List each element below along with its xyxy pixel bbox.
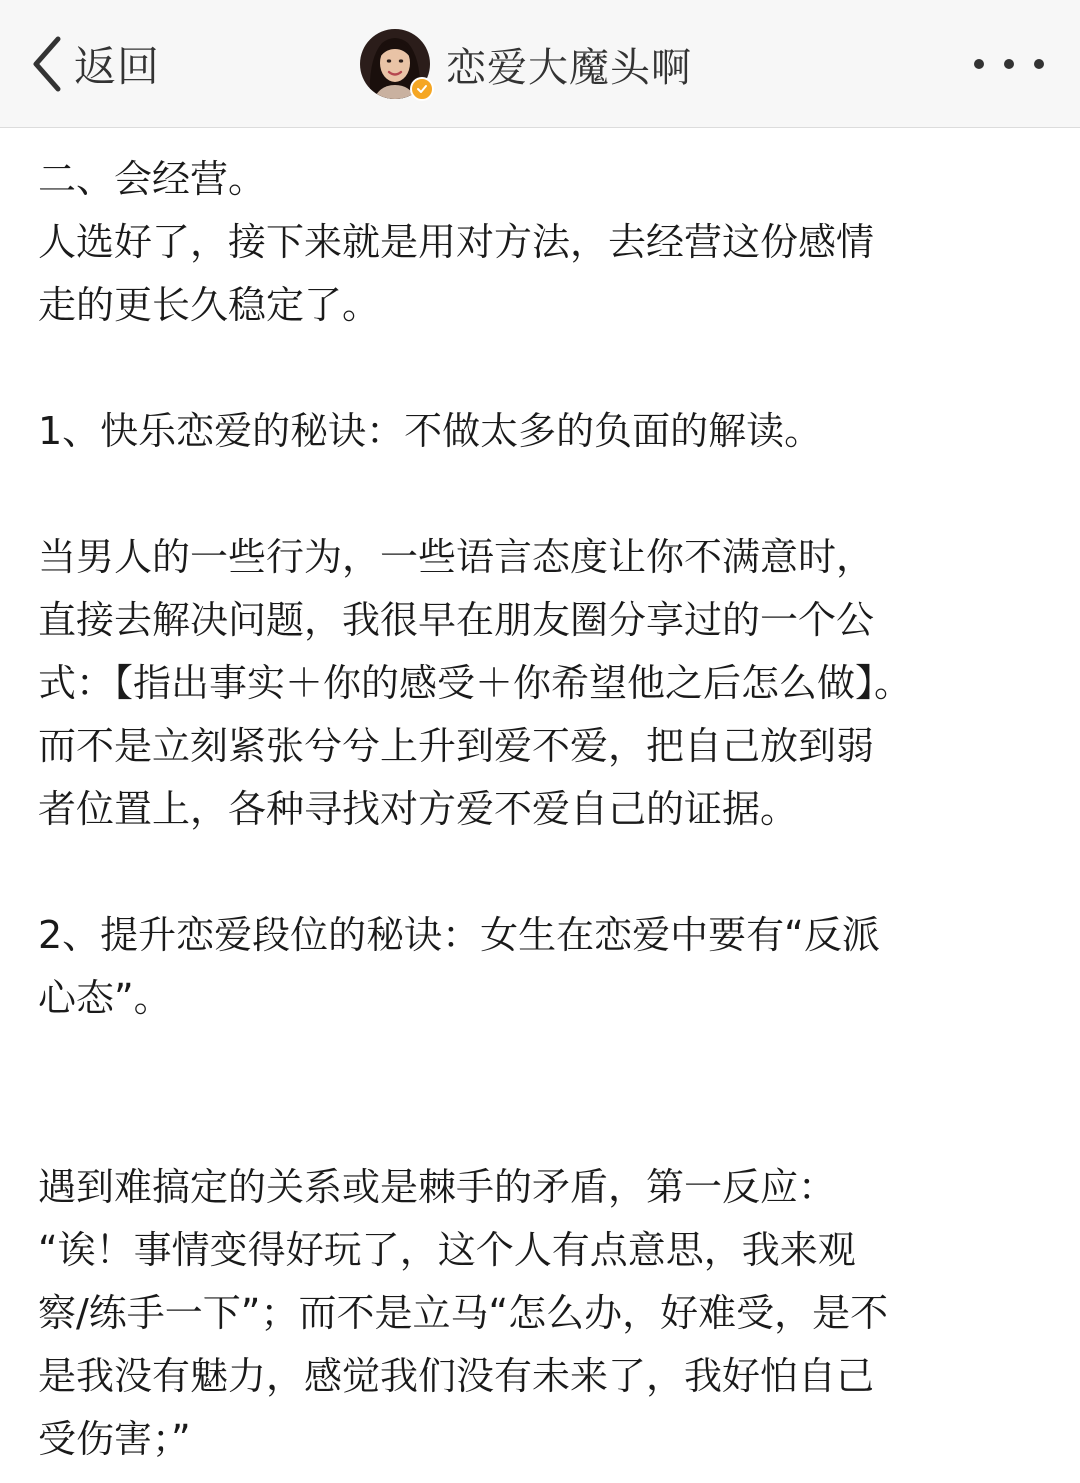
text-line: 遇到难搞定的关系或是棘手的矛盾，第一反应： (38, 1165, 837, 1209)
more-dot-icon (974, 59, 984, 69)
paragraph-point-1-body (38, 526, 1048, 841)
chevron-left-icon (28, 35, 66, 93)
author-name[interactable]: 恋爱大魔头啊 (446, 44, 692, 91)
paragraph-point-2-body (38, 1156, 1048, 1471)
text-line: 而不是立刻紧张兮兮上升到爱不爱，把自己放到弱 (38, 724, 875, 768)
text-line: 二、会经营。 (38, 157, 267, 201)
text-line: 察/练手一下”；而不是立马“怎么办，好难受，是不 (38, 1291, 889, 1335)
text-line: “诶！事情变得好玩了，这个人有点意思，我来观 (38, 1228, 856, 1272)
more-dot-icon (1034, 59, 1044, 69)
text-line: 2、提升恋爱段位的秘诀：女生在恋爱中要有“反派 (38, 913, 880, 957)
paragraph-point-2 (38, 904, 1048, 1030)
paragraph-point-1 (38, 400, 1048, 463)
more-options-button[interactable] (974, 46, 1044, 82)
verified-check-icon (415, 82, 429, 96)
text-line: 当男人的一些行为，一些语言态度让你不满意时， (38, 535, 875, 579)
article-body (38, 148, 1048, 1471)
paragraph-section-heading (38, 148, 1048, 337)
back-label: 返回 (74, 42, 161, 91)
text-line: 者位置上，各种寻找对方爱不爱自己的证据。 (38, 787, 799, 831)
text-line: 受伤害；” (38, 1417, 191, 1461)
text-line: 直接去解决问题，我很早在朋友圈分享过的一个公 (38, 598, 875, 642)
more-dot-icon (1004, 59, 1014, 69)
text-line: 走的更长久稳定了。 (38, 283, 381, 327)
author-profile-link[interactable] (360, 26, 692, 102)
text-line: 心态”。 (38, 976, 172, 1020)
top-nav-bar (0, 0, 1080, 128)
text-line: 人选好了，接下来就是用对方法，去经营这份感情 (38, 220, 875, 264)
back-button[interactable] (28, 30, 160, 98)
text-line: 式：【指出事实＋你的感受＋你希望他之后怎么做】。 (38, 661, 913, 705)
avatar[interactable] (360, 29, 430, 99)
text-line: 是我没有魅力，感觉我们没有未来了，我好怕自己 (38, 1354, 875, 1398)
verified-badge (410, 77, 434, 101)
text-line: 1、快乐恋爱的秘诀：不做太多的负面的解读。 (38, 409, 823, 453)
